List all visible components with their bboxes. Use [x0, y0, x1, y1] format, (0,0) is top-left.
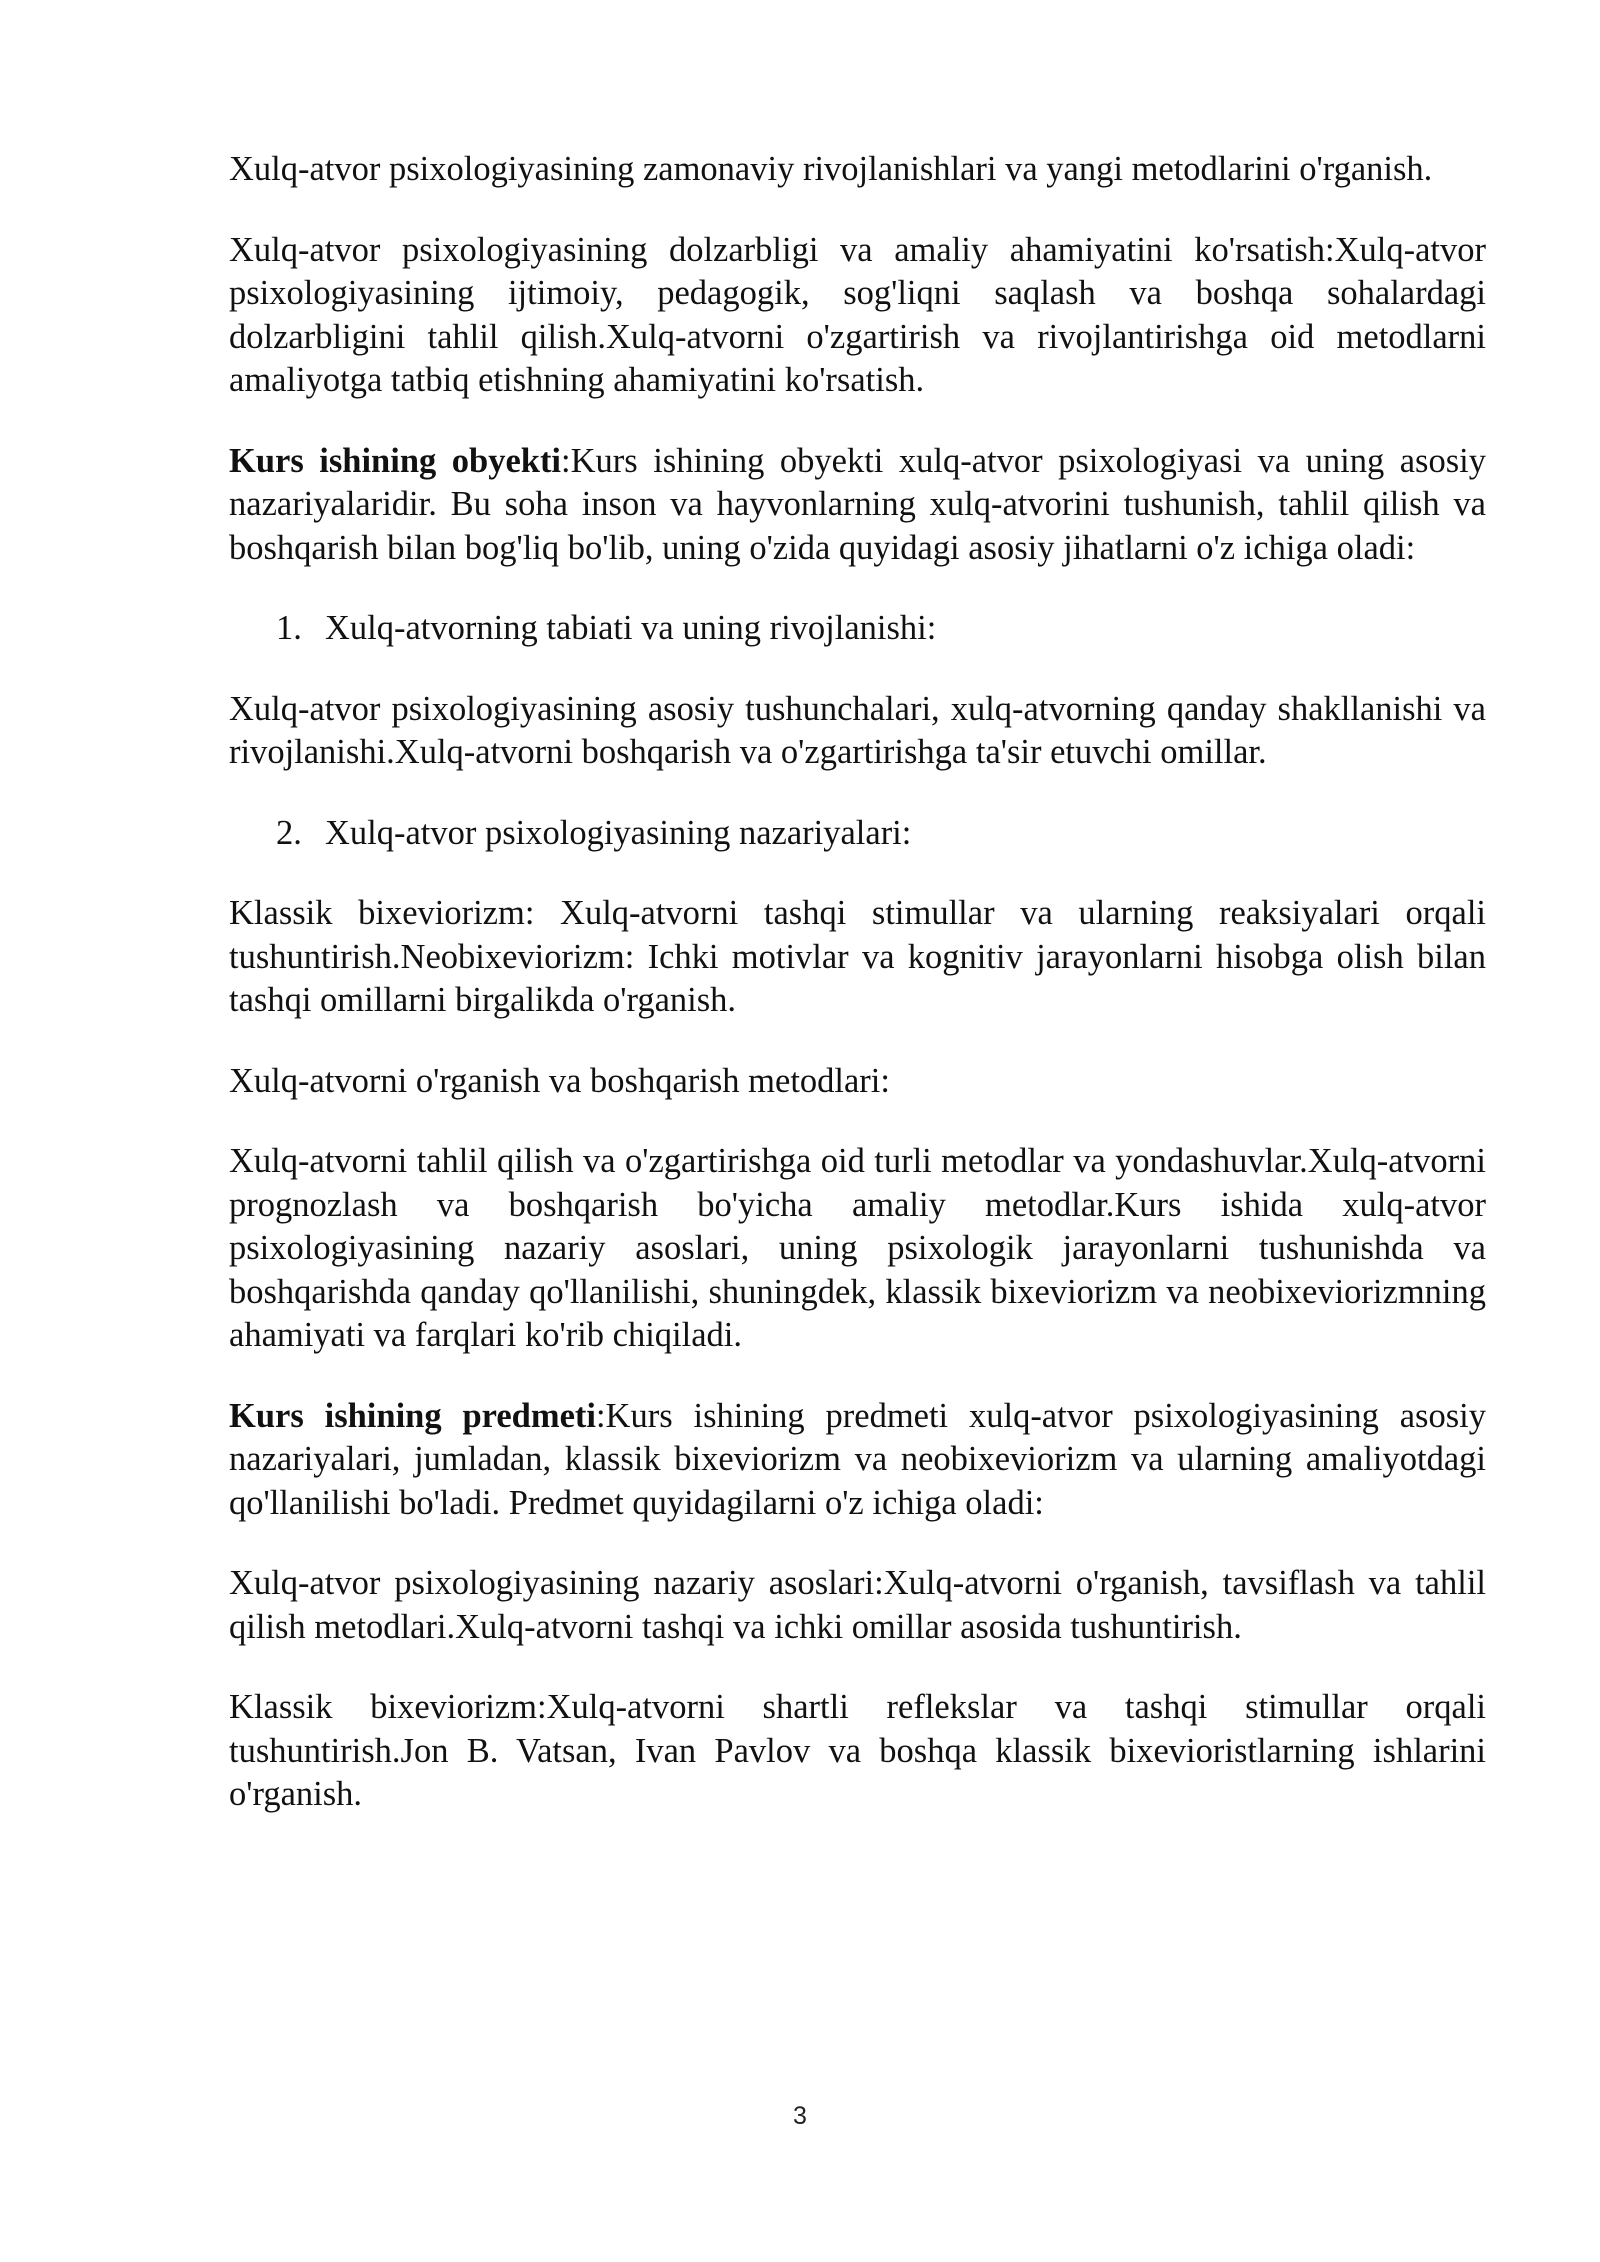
paragraph-5: Klassik bixeviorizm: Xulq-atvorni tashqi stimullar va ularning reaksiyalari orqali tushuntirish.Neobixeviorizm: Ichki motivlar va kognitiv jarayonlarni hisobga olish bilan tashqi omillarni birgalikda o'rganish.	[229, 894, 1486, 1019]
list-item-text: Xulq-atvor psixologiyasining nazariyalari:	[325, 813, 912, 852]
course-subject-heading: Kurs ishining predmeti	[229, 1396, 596, 1435]
paragraph-course-object	[229, 440, 1486, 571]
paragraph-2: Xulq-atvor psixologiyasining dolzarbligi va amaliy ahamiyatini ko'rsatish:Xulq-atvor psixologiyasining ijtimoiy, pedagogik, sog'liqni saqlash va boshqa sohalardagi dolzarbligini tahlil qilish.Xulq-atvorni o'zgartirish va rivojlantirishga oid metodlarni amaliyotga tatbiq etishning ahamiyatini ko'rsatish.	[229, 230, 1486, 399]
course-object-text: :Kurs ishining obyekti xulq-atvor psixologiyasi va uning asosiy nazariyalaridir. Bu soha inson va hayvonlarning xulq-atvorini tushunish, tahlil qilish va boshqarish bilan bog'liq bo'lib, uning o'zida quyidagi asosiy jihatlarni o'z ichiga oladi:	[229, 441, 1486, 567]
paragraph-10: Klassik bixeviorizm:Xulq-atvorni shartli reflekslar va tashqi stimullar orqali tushuntirish.Jon B. Vatsan, Ivan Pavlov va boshqa klassik bixevioristlarning ishlarini o'rganish.	[229, 1688, 1486, 1813]
page-number: 3	[793, 2102, 807, 2130]
document-page	[229, 148, 1486, 1854]
paragraph-1: Xulq-atvor psixologiyasining zamonaviy rivojlanishlari va yangi metodlarini o'rganish.	[229, 150, 1433, 188]
list-item-1	[229, 607, 1486, 651]
paragraph-6: Xulq-atvorni o'rganish va boshqarish metodlari:	[229, 1061, 890, 1100]
paragraph-course-subject	[229, 1395, 1486, 1526]
list-item-text: Xulq-atvorning tabiati va uning rivojlanishi:	[325, 609, 937, 647]
list-item-2	[229, 812, 1486, 856]
list-number: 1.	[276, 609, 302, 647]
course-subject-text: :Kurs ishining predmeti xulq-atvor psixologiyasining asosiy nazariyalari, jumladan, klassik bixeviorizm va neobixeviorizm va ularning amaliyotdagi qo'llanilishi bo'ladi. Predmet quyidagilarni o'z ichiga oladi:	[229, 1396, 1486, 1522]
paragraph-9: Xulq-atvor psixologiyasining nazariy asoslari:Xulq-atvorni o'rganish, tavsiflash va tahlil qilish metodlari.Xulq-atvorni tashqi va ichki omillar asosida tushuntirish.	[229, 1564, 1486, 1646]
course-object-heading: Kurs ishining obyekti	[229, 441, 562, 480]
paragraph-7: Xulq-atvorni tahlil qilish va o'zgartirishga oid turli metodlar va yondashuvlar.Xulq-atvorni prognozlash va boshqarish bo'yicha amaliy metodlar.Kurs ishida xulq-atvor psixologiyasining nazariy asoslari, uning psixologik jarayonlarni tushunishda va boshqarishda qanday qo'llanilishi, shuningdek, klassik bixeviorizm va neobixeviorizmning ahamiyati va farqlari ko'rib chiqiladi.	[229, 1142, 1486, 1354]
paragraph-4: Xulq-atvor psixologiyasining asosiy tushunchalari, xulq-atvorning qanday shakllanishi va rivojlanishi.Xulq-atvorni boshqarish va o'zgartirishga ta'sir etuvchi omillar.	[229, 689, 1486, 771]
list-number: 2.	[276, 813, 302, 852]
